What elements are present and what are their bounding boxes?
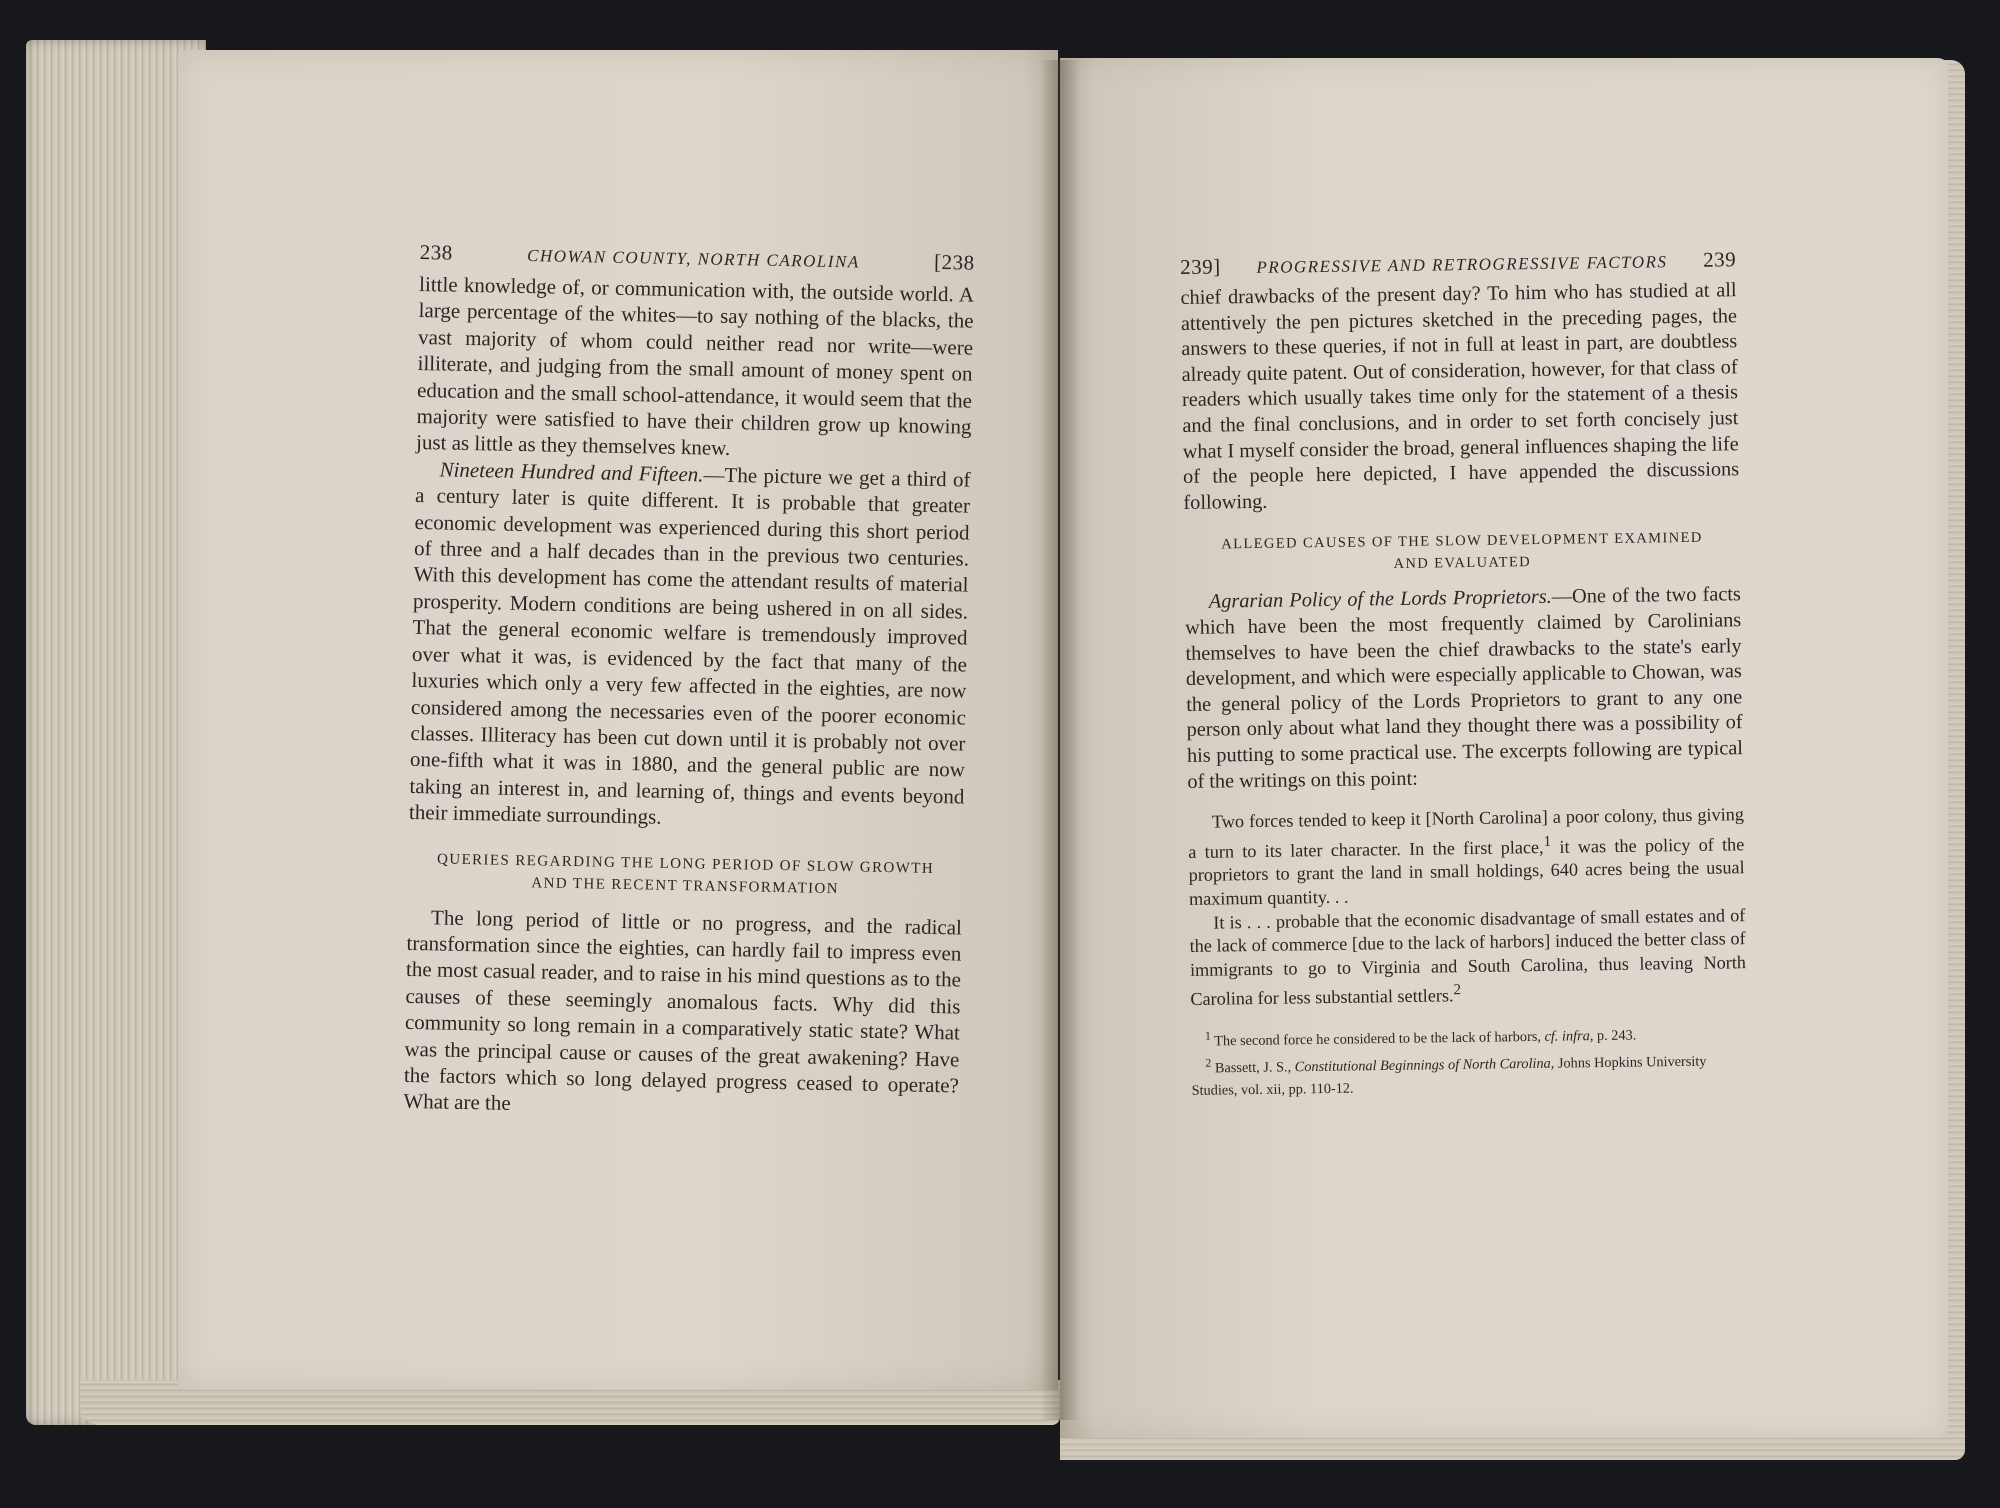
left-running-title: CHOWAN COUNTY, NORTH CAROLINA — [526, 246, 860, 272]
right-page-number: 239 — [1702, 247, 1737, 272]
quote-paragraph-2 — [1189, 904, 1746, 1012]
left-section-heading — [407, 847, 963, 902]
right-running-title: PROGRESSIVE AND RETROGRESSIVE FACTORS — [1256, 252, 1668, 277]
footnote-ref-2: 2 — [1453, 981, 1462, 999]
right-paragraph-2-rest: —One of the two facts which have been the most frequently claimed by Carolinians themselves to have been the chief drawbacks to the state's early development, and which were especially applicable to Chowan, was the general policy of the Lords Proprietors to grant to any one person only about what land they thought there was a possibility of his putting to some practical use. The excerpts following are typical of the writings on this point: — [1185, 583, 1744, 793]
block-quote — [1188, 803, 1747, 1012]
footnote-1-mark: 1 — [1204, 1028, 1211, 1043]
left-section-heading-line-1: QUERIES REGARDING THE LONG PERIOD OF SLOW GROWTH — [436, 850, 935, 877]
footnote-2-title: Constitutional Beginnings of North Carolina, — [1294, 1055, 1555, 1076]
right-paragraph-2-lead: Agrarian Policy of the Lords Proprietors. — [1208, 586, 1552, 613]
right-section-heading-line-1: ALLEGED CAUSES OF THE SLOW DEVELOPMENT EXAMINED — [1221, 530, 1703, 553]
left-paragraph-2-lead: Nineteen Hundred and Fifteen. — [439, 457, 704, 487]
right-paragraph-2 — [1185, 583, 1744, 795]
footnote-2-text-a: Bassett, J. S., — [1211, 1059, 1295, 1077]
left-paragraph-2-rest: —The picture we get a third of a century later is quite different. It is probable that greater economic development was experienced during this short period of three and a half decades than in the previous two centuries. With this development has come the attendant results of material prosperity. Modern conditions are being ushered in on all sides. That the general economic welfare is tremendously improved over what it was, is evidenced by the fact that many of the luxuries which only a very few affected in the eighties, are now considered among the necessaries even of the poorer economic classes. Illiteracy has been cut down until it is probably not over one-fifth what it was in 1880, and the general public are now taking an interest in, and learning of, things and events beyond their immediate surroundings. — [408, 462, 971, 829]
right-paragraph-1: chief drawbacks of the present day? To him who has studied at all attentively the pen pictures sketched in the preceding pages, the answers to these queries, if not in full at least in part, are doubtless already quite patent. Out of consideration, however, for that class of readers which usually takes time only for the statement of a thesis and the final conclusions, and in order to set forth concisely just what I myself consider the broad, general influences shaping the life of the people here depicted, I have appended the discussions following. — [1180, 279, 1740, 514]
left-page-number: 238 — [419, 240, 453, 265]
footnote-1-cf: cf. infra, — [1544, 1028, 1594, 1045]
right-page-text — [1180, 247, 1748, 1102]
footnote-2 — [1191, 1045, 1748, 1102]
quote-paragraph-1 — [1188, 803, 1745, 911]
footnote-ref-1: 1 — [1543, 832, 1552, 850]
footnotes — [1191, 1018, 1748, 1102]
quote-1-part-b: it was the policy of the proprietors to grant the land in small holdings, 640 acres being the usual maximum quantity. . . — [1188, 833, 1745, 909]
left-paragraph-2 — [409, 456, 971, 836]
left-section-heading-line-2: AND THE RECENT TRANSFORMATION — [531, 874, 840, 897]
right-section-heading-line-2: AND EVALUATED — [1393, 554, 1532, 573]
left-paragraph-1: little knowledge of, or communication with, the outside world. A large percentage of the whites—to say nothing of the blacks, the vast majority of whom could neither read nor write—were illiterate, and judging from the small amount of money spent on education and the small school-attendance, it would seem that the majority were satisfied to have their children grow up knowing just as little as they themselves knew. — [415, 271, 975, 461]
book-gutter — [1040, 60, 1080, 1420]
footnote-2-mark: 2 — [1205, 1055, 1212, 1070]
footnote-1-text-a: The second force he considered to be the lack of harbors, — [1210, 1028, 1545, 1050]
quote-1-part-a: Two forces tended to keep it [North Carolina] a poor colony, thus giving a turn to its later character. In the first place, — [1188, 804, 1745, 862]
left-page-text — [403, 240, 975, 1125]
quote-2-text: It is . . . probable that the economic disadvantage of small estates and of the lack of commerce [due to the lack of harbors] induced the better class of immigrants to go to Virginia and South Carolina, thus leaving North Carolina for less substantial settlers. — [1189, 904, 1747, 1010]
left-paragraph-3: The long period of little or no progress, and the radical transformation since the eighties, can hardly fail to impress even the most casual reader, and to raise in his mind questions as to the causes of these seemingly anomalous facts. Why did this community so long remain in a comparatively static state? What was the principal cause or causes of the great awakening? Have the factors which so long delayed progress ceased to operate? What are the — [403, 904, 963, 1116]
left-bracket-number: [238 — [933, 249, 975, 275]
right-section-heading — [1184, 527, 1741, 579]
footnote-2-text-b: Johns Hopkins University Studies, vol. xii, pp. 110-12. — [1191, 1053, 1707, 1099]
footnote-1-text-b: p. 243. — [1593, 1027, 1637, 1045]
right-bracket-number: 239] — [1180, 254, 1221, 279]
